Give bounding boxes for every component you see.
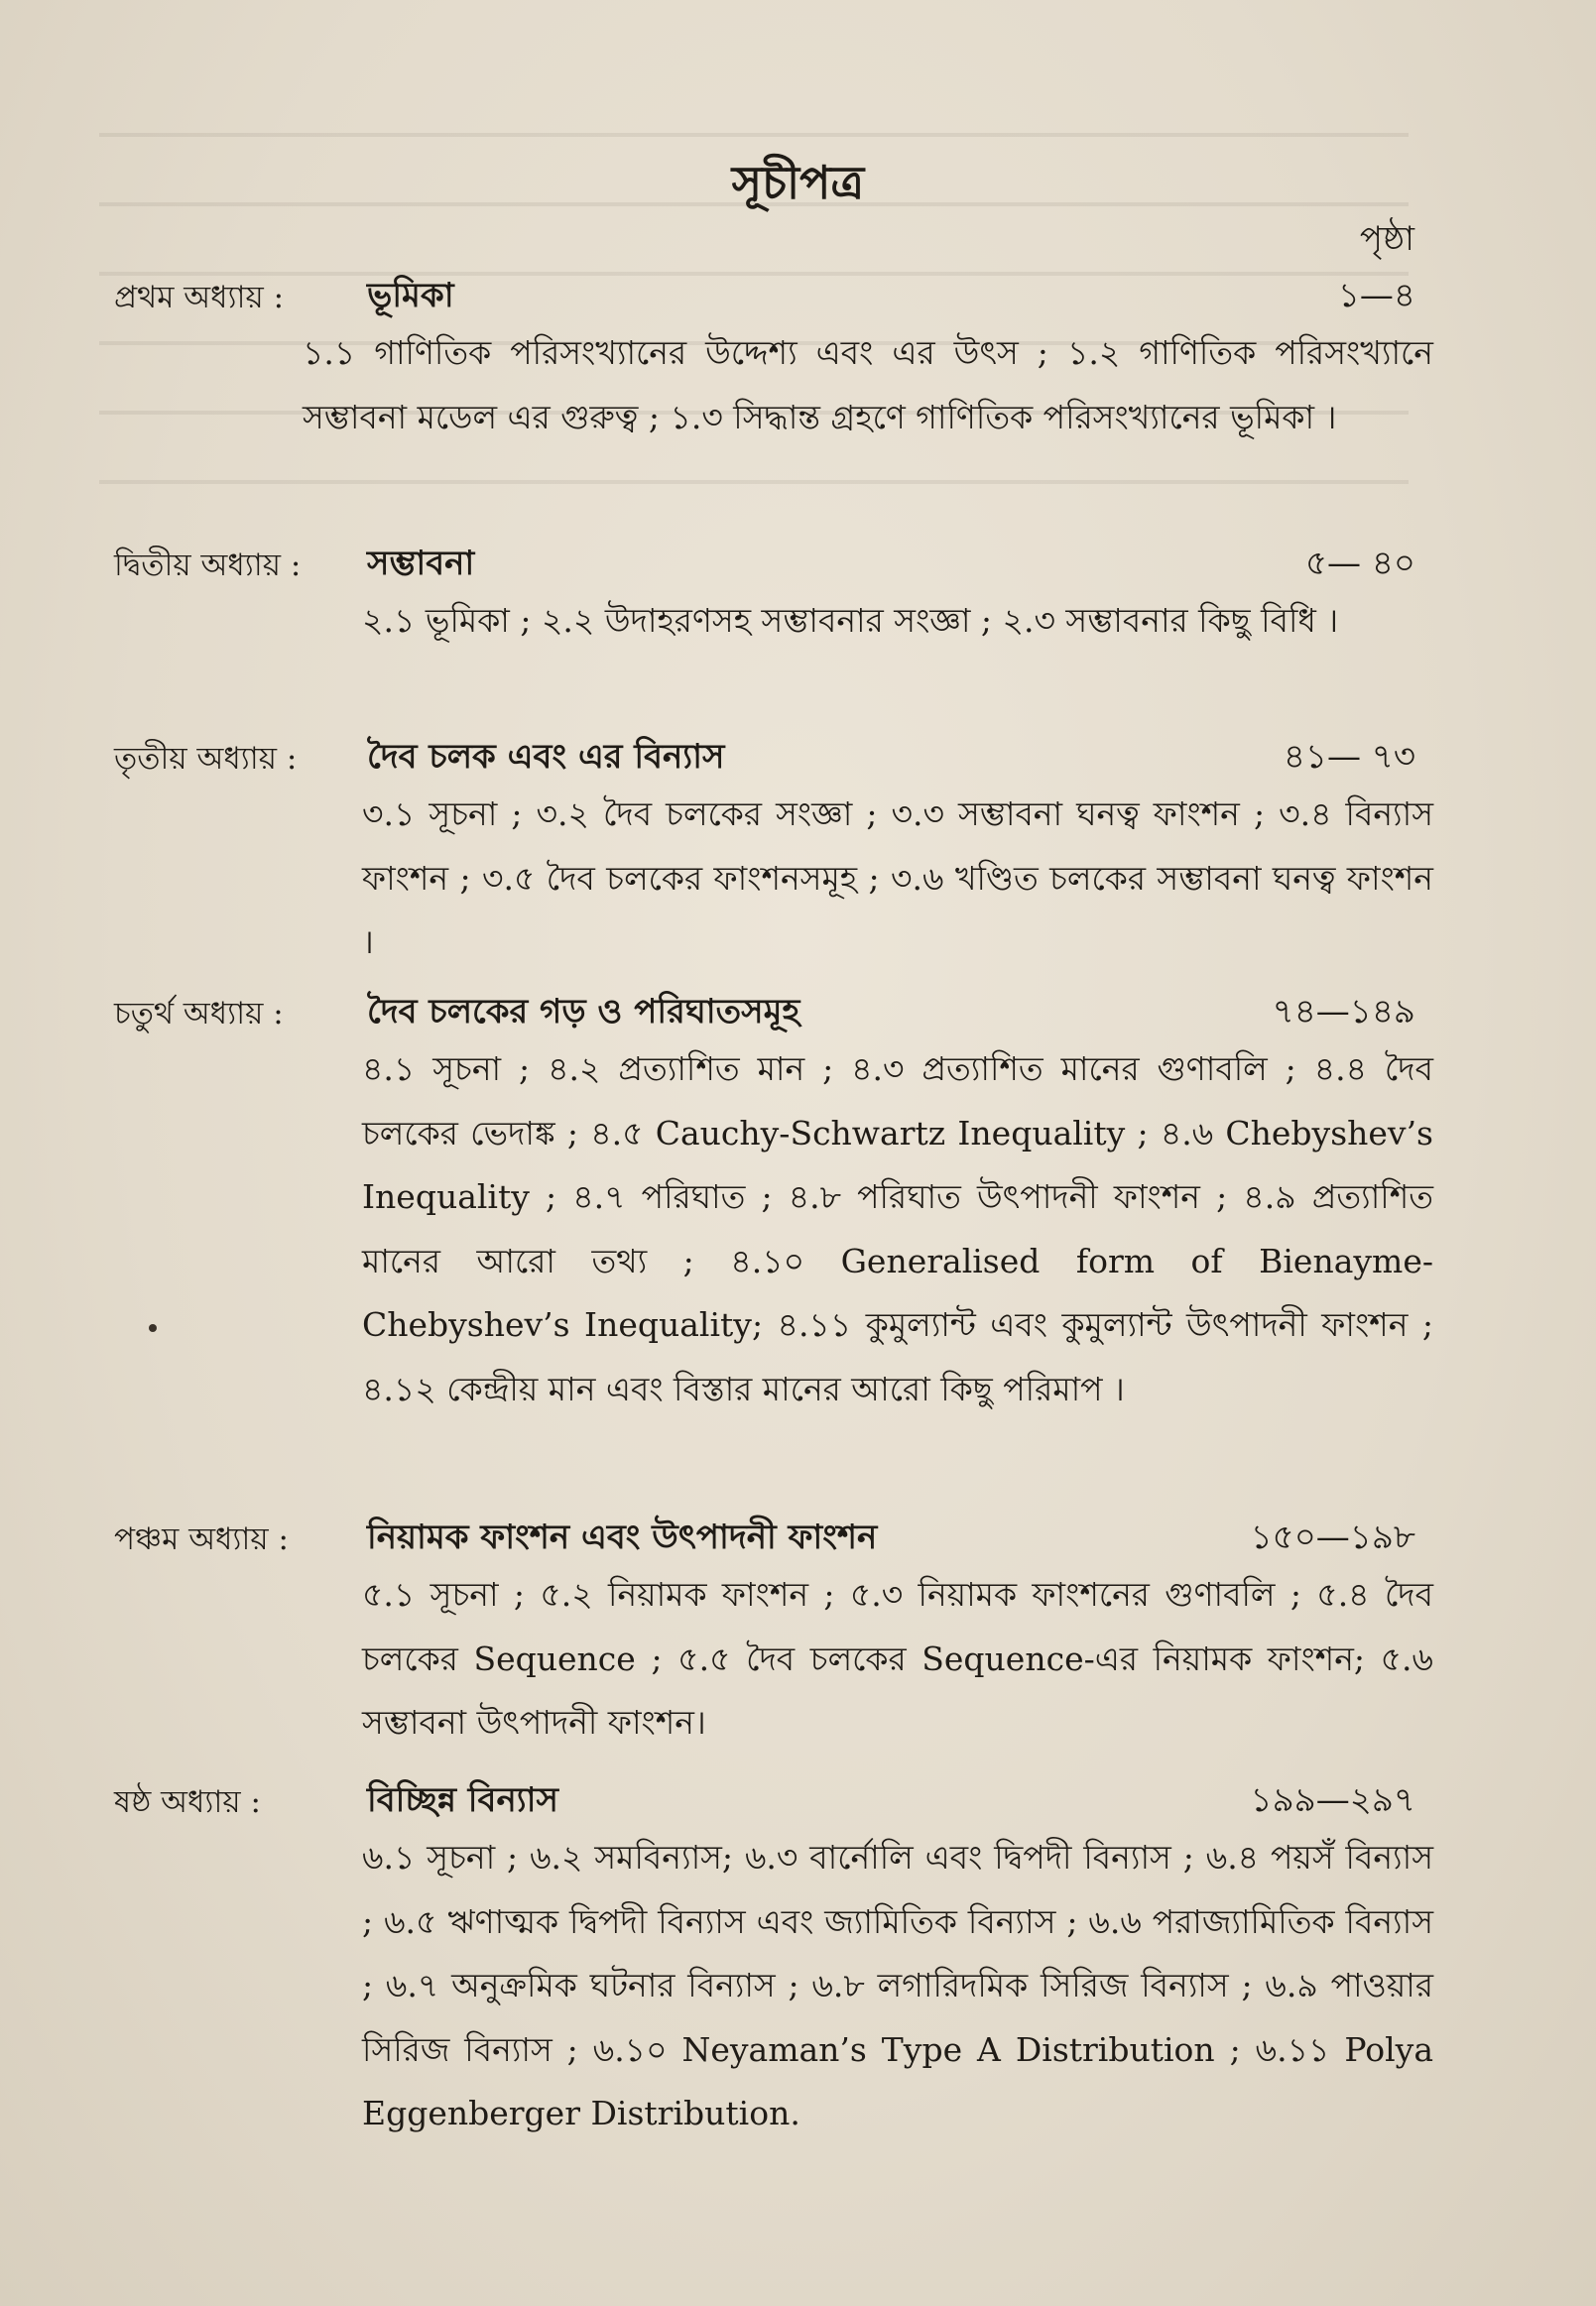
chapter-page-range: ১৫০—১৯৮ (1250, 1517, 1415, 1557)
chapter-label: ষষ্ঠ অধ্যায় : (114, 1784, 261, 1820)
chapter-title: দৈব চলক এবং এর বিন্যাস (367, 737, 725, 777)
chapter-contents: ২.১ ভূমিকা ; ২.২ উদাহরণসহ সম্ভাবনার সংজ্ঞা ; ২.৩ সম্ভাবনার কিছু বিধি । (362, 601, 1339, 640)
chapter-title: দৈব চলকের গড় ও পরিঘাতসমূহ (367, 992, 800, 1032)
chapter-label: পঞ্চম অধ্যায় : (114, 1521, 289, 1557)
chapter-2-entry (114, 534, 1433, 654)
chapter-heading (114, 266, 1433, 317)
chapter-title: ভূমিকা (367, 276, 454, 315)
chapter-label: দ্বিতীয় অধ্যায় : (114, 547, 302, 583)
chapter-page-range: ১৯৯—২৯৭ (1250, 1780, 1415, 1820)
chapter-title: নিয়ামক ফাংশন এবং উৎপাদনী ফাংশন (367, 1517, 878, 1557)
chapter-page-range: ১—৪ (1337, 276, 1415, 315)
chapter-page-range: ৭৪—১৪৯ (1272, 992, 1415, 1032)
chapter-heading (114, 1770, 1433, 1822)
chapter-heading (114, 534, 1433, 585)
chapter-contents: ৪.১ সূচনা ; ৪.২ প্রত্যাশিত মান ; ৪.৩ প্রত্যাশিত মানের গুণাবলি ; ৪.৪ দৈব চলকের ভেদাঙ্ক ; ৪.৫ Cauchy-Schwartz Inequality ; ৪.৬ Chebyshev’s Inequality ; ৪.৭ পরিঘাত ; ৪.৮ পরিঘাত উৎপাদনী ফাংশন ; ৪.৯ প্রত্যাশিত মানের আরো তথ্য ; ৪.১০ Generalised form of Bienayme-Chebyshev’s Inequality; ৪.১১ কুমুল্যান্ট এবং কুমুল্যান্ট উৎপাদনী ফাংশন ; ৪.১২ কেন্দ্রীয় মান এবং বিস্তার মানের আরো কিছু পরিমাপ । (362, 1049, 1433, 1408)
page-title: সূচীপত্র (731, 156, 865, 209)
ink-speck (149, 1324, 157, 1332)
chapter-contents: ৬.১ সূচনা ; ৬.২ সমবিন্যাস; ৬.৩ বার্নোলি এবং দ্বিপদী বিন্যাস ; ৬.৪ পয়সঁ বিন্যাস ; ৬.৫ ঋণাত্মক দ্বিপদী বিন্যাস এবং জ্যামিতিক বিন্যাস ; ৬.৬ পরাজ্যামিতিক বিন্যাস ; ৬.৭ অনুক্রমিক ঘটনার বিন্যাস ; ৬.৮ লগারিদমিক সিরিজ বিন্যাস ; ৬.৯ পাওয়ার সিরিজ বিন্যাস ; ৬.১০ Neyaman’s Type A Distribution ; ৬.১১ Polya Eggenberger Distribution. (362, 1838, 1433, 2132)
chapter-page-range: ৪১— ৭৩ (1283, 737, 1415, 777)
chapter-3-entry (114, 727, 1433, 975)
chapter-title: সম্ভাবনা (367, 544, 475, 583)
chapter-contents: ৩.১ সূচনা ; ৩.২ দৈব চলকের সংজ্ঞা ; ৩.৩ সম্ভাবনা ঘনত্ব ফাংশন ; ৩.৪ বিন্যাস ফাংশন ; ৩.৫ দৈব চলকের ফাংশনসমূহ ; ৩.৬ খণ্ডিত চলকের সম্ভাবনা ঘনত্ব ফাংশন । (362, 794, 1433, 961)
chapter-label: প্রথম অধ্যায় : (114, 280, 285, 315)
chapter-6-entry (114, 1770, 1433, 2146)
chapter-title: বিচ্ছিন্ন বিন্যাস (367, 1780, 558, 1820)
chapter-5-entry (114, 1508, 1433, 1756)
chapter-4-entry (114, 982, 1433, 1421)
chapter-label: চতুর্থ অধ্যায় : (114, 996, 284, 1032)
page-column-label: পৃষ্ঠা (1359, 219, 1414, 259)
chapter-1-entry (114, 266, 1433, 449)
chapter-page-range: ৫— ৪০ (1304, 544, 1415, 583)
chapter-label: তৃতীয় অধ্যায় : (114, 741, 298, 777)
chapter-heading (114, 1508, 1433, 1559)
chapter-contents: ১.১ গাণিতিক পরিসংখ্যানের উদ্দেশ্য এবং এর উৎস ; ১.২ গাণিতিক পরিসংখ্যানে সম্ভাবনা মডেল এর গুরুত্ব ; ১.৩ সিদ্ধান্ত গ্রহণে গাণিতিক পরিসংখ্যানের ভূমিকা । (303, 333, 1433, 436)
chapter-heading (114, 982, 1433, 1033)
chapter-contents: ৫.১ সূচনা ; ৫.২ নিয়ামক ফাংশন ; ৫.৩ নিয়ামক ফাংশনের গুণাবলি ; ৫.৪ দৈব চলকের Sequence ; ৫.৫ দৈব চলকের Sequence-এর নিয়ামক ফাংশন; ৫.৬ সম্ভাবনা উৎপাদনী ফাংশন। (362, 1575, 1433, 1742)
chapter-heading (114, 727, 1433, 779)
